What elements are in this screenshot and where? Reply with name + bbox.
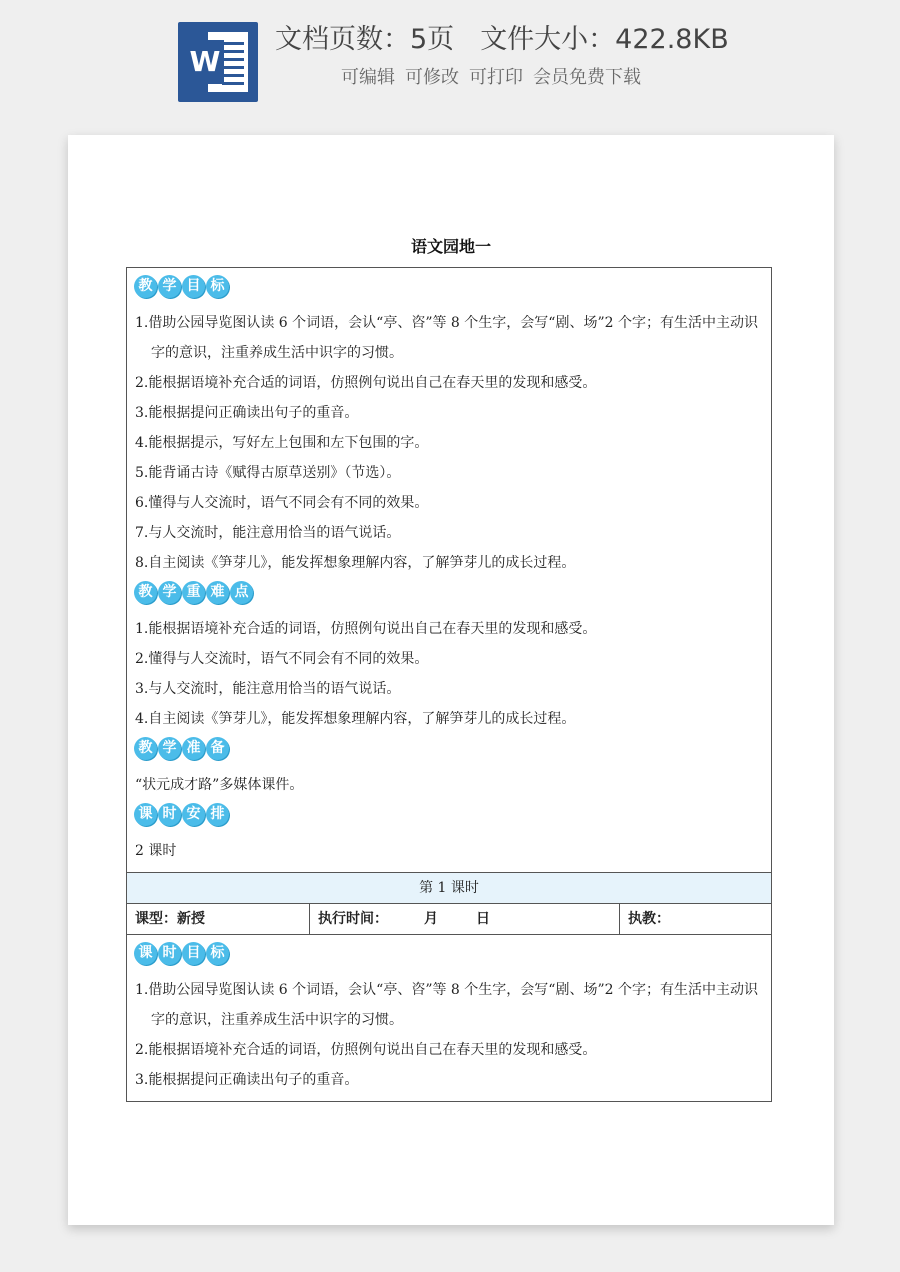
heading-char: 安 (182, 803, 205, 826)
teacher: 执教： (619, 904, 771, 934)
list-item: 1.借助公园导览图认读 6 个词语，会认“亭、咨”等 8 个生字，会写“剧、场”2 个字；有生活中主动识字的意识，注重养成生活中识字的习惯。 (135, 982, 758, 1028)
feature-editable: 可编辑 (341, 67, 395, 88)
month-label: 月 (424, 911, 438, 927)
word-logo-letter: W (186, 40, 224, 84)
section-heading-schedule (134, 803, 763, 829)
list-item: 2.懂得与人交流时，语气不同会有不同的效果。 (135, 651, 429, 667)
schedule-text: 2 课时 (135, 843, 177, 859)
execution-time (309, 904, 619, 934)
session-goals-block (127, 935, 771, 1101)
list-item: 3.能根据提问正确读出句子的重音。 (135, 1072, 359, 1088)
overview-block (127, 268, 771, 873)
feature-list (341, 64, 641, 92)
preparation-text: “状元成才路”多媒体课件。 (135, 777, 304, 793)
list-item: 1.借助公园导览图认读 6 个词语，会认“亭、咨”等 8 个生字，会写“剧、场”2 个字；有生活中主动识字的意识，注重养成生活中识字的习惯。 (135, 315, 758, 361)
list-item: 8.自主阅读《笋芽儿》，能发挥想象理解内容，了解笋芽儿的成长过程。 (135, 555, 576, 571)
section-heading-preparation (134, 737, 763, 763)
file-info (275, 20, 729, 60)
heading-char: 教 (134, 275, 157, 298)
heading-char: 标 (206, 275, 229, 298)
heading-char: 教 (134, 581, 157, 604)
day-label: 日 (476, 911, 490, 927)
list-item: 6.懂得与人交流时，语气不同会有不同的效果。 (135, 495, 429, 511)
heading-char: 备 (206, 737, 229, 760)
word-document-icon (178, 22, 258, 102)
list-item: 2.能根据语境补充合适的词语，仿照例句说出自己在春天里的发现和感受。 (135, 375, 597, 391)
heading-char: 学 (158, 737, 181, 760)
heading-char: 目 (182, 275, 205, 298)
list-item: 2.能根据语境补充合适的词语，仿照例句说出自己在春天里的发现和感受。 (135, 1042, 597, 1058)
list-item: 7.与人交流时，能注意用恰当的语气说话。 (135, 525, 401, 541)
heading-char: 点 (230, 581, 253, 604)
heading-char: 排 (206, 803, 229, 826)
heading-char: 时 (158, 803, 181, 826)
list-item: 4.自主阅读《笋芽儿》，能发挥想象理解内容，了解笋芽儿的成长过程。 (135, 711, 576, 727)
heading-char: 课 (134, 942, 157, 965)
heading-char: 时 (158, 942, 181, 965)
list-item: 3.与人交流时，能注意用恰当的语气说话。 (135, 681, 401, 697)
lesson-plan-table (126, 267, 772, 1102)
execution-time-label: 执行时间： (318, 911, 388, 927)
session-info-row (127, 904, 771, 935)
heading-char: 准 (182, 737, 205, 760)
list-item: 5.能背诵古诗《赋得古原草送别》（节选）。 (135, 465, 401, 481)
feature-modifiable: 可修改 (405, 67, 459, 88)
file-size: 文件大小：422.8KB (480, 24, 729, 55)
list-item: 4.能根据提示，写好左上包围和左下包围的字。 (135, 435, 429, 451)
heading-char: 标 (206, 942, 229, 965)
section-heading-key-points (134, 581, 763, 607)
list-item: 1.能根据语境补充合适的词语，仿照例句说出自己在春天里的发现和感受。 (135, 621, 597, 637)
section-heading-teaching-goals (134, 275, 763, 301)
lesson-type: 课型：新授 (135, 911, 205, 927)
heading-char: 重 (182, 581, 205, 604)
heading-char: 学 (158, 275, 181, 298)
heading-char: 教 (134, 737, 157, 760)
heading-char: 难 (206, 581, 229, 604)
heading-char: 学 (158, 581, 181, 604)
section-heading-session-goals (134, 942, 763, 968)
session-title: 第 1 课时 (127, 873, 771, 904)
document-page (68, 135, 834, 1225)
list-item: 3.能根据提问正确读出句子的重音。 (135, 405, 359, 421)
feature-member-download: 会员免费下载 (533, 67, 641, 88)
feature-printable: 可打印 (469, 67, 523, 88)
heading-char: 目 (182, 942, 205, 965)
page-count: 文档页数：5页 (275, 24, 455, 55)
heading-char: 课 (134, 803, 157, 826)
document-title: 语文园地一 (410, 237, 491, 256)
